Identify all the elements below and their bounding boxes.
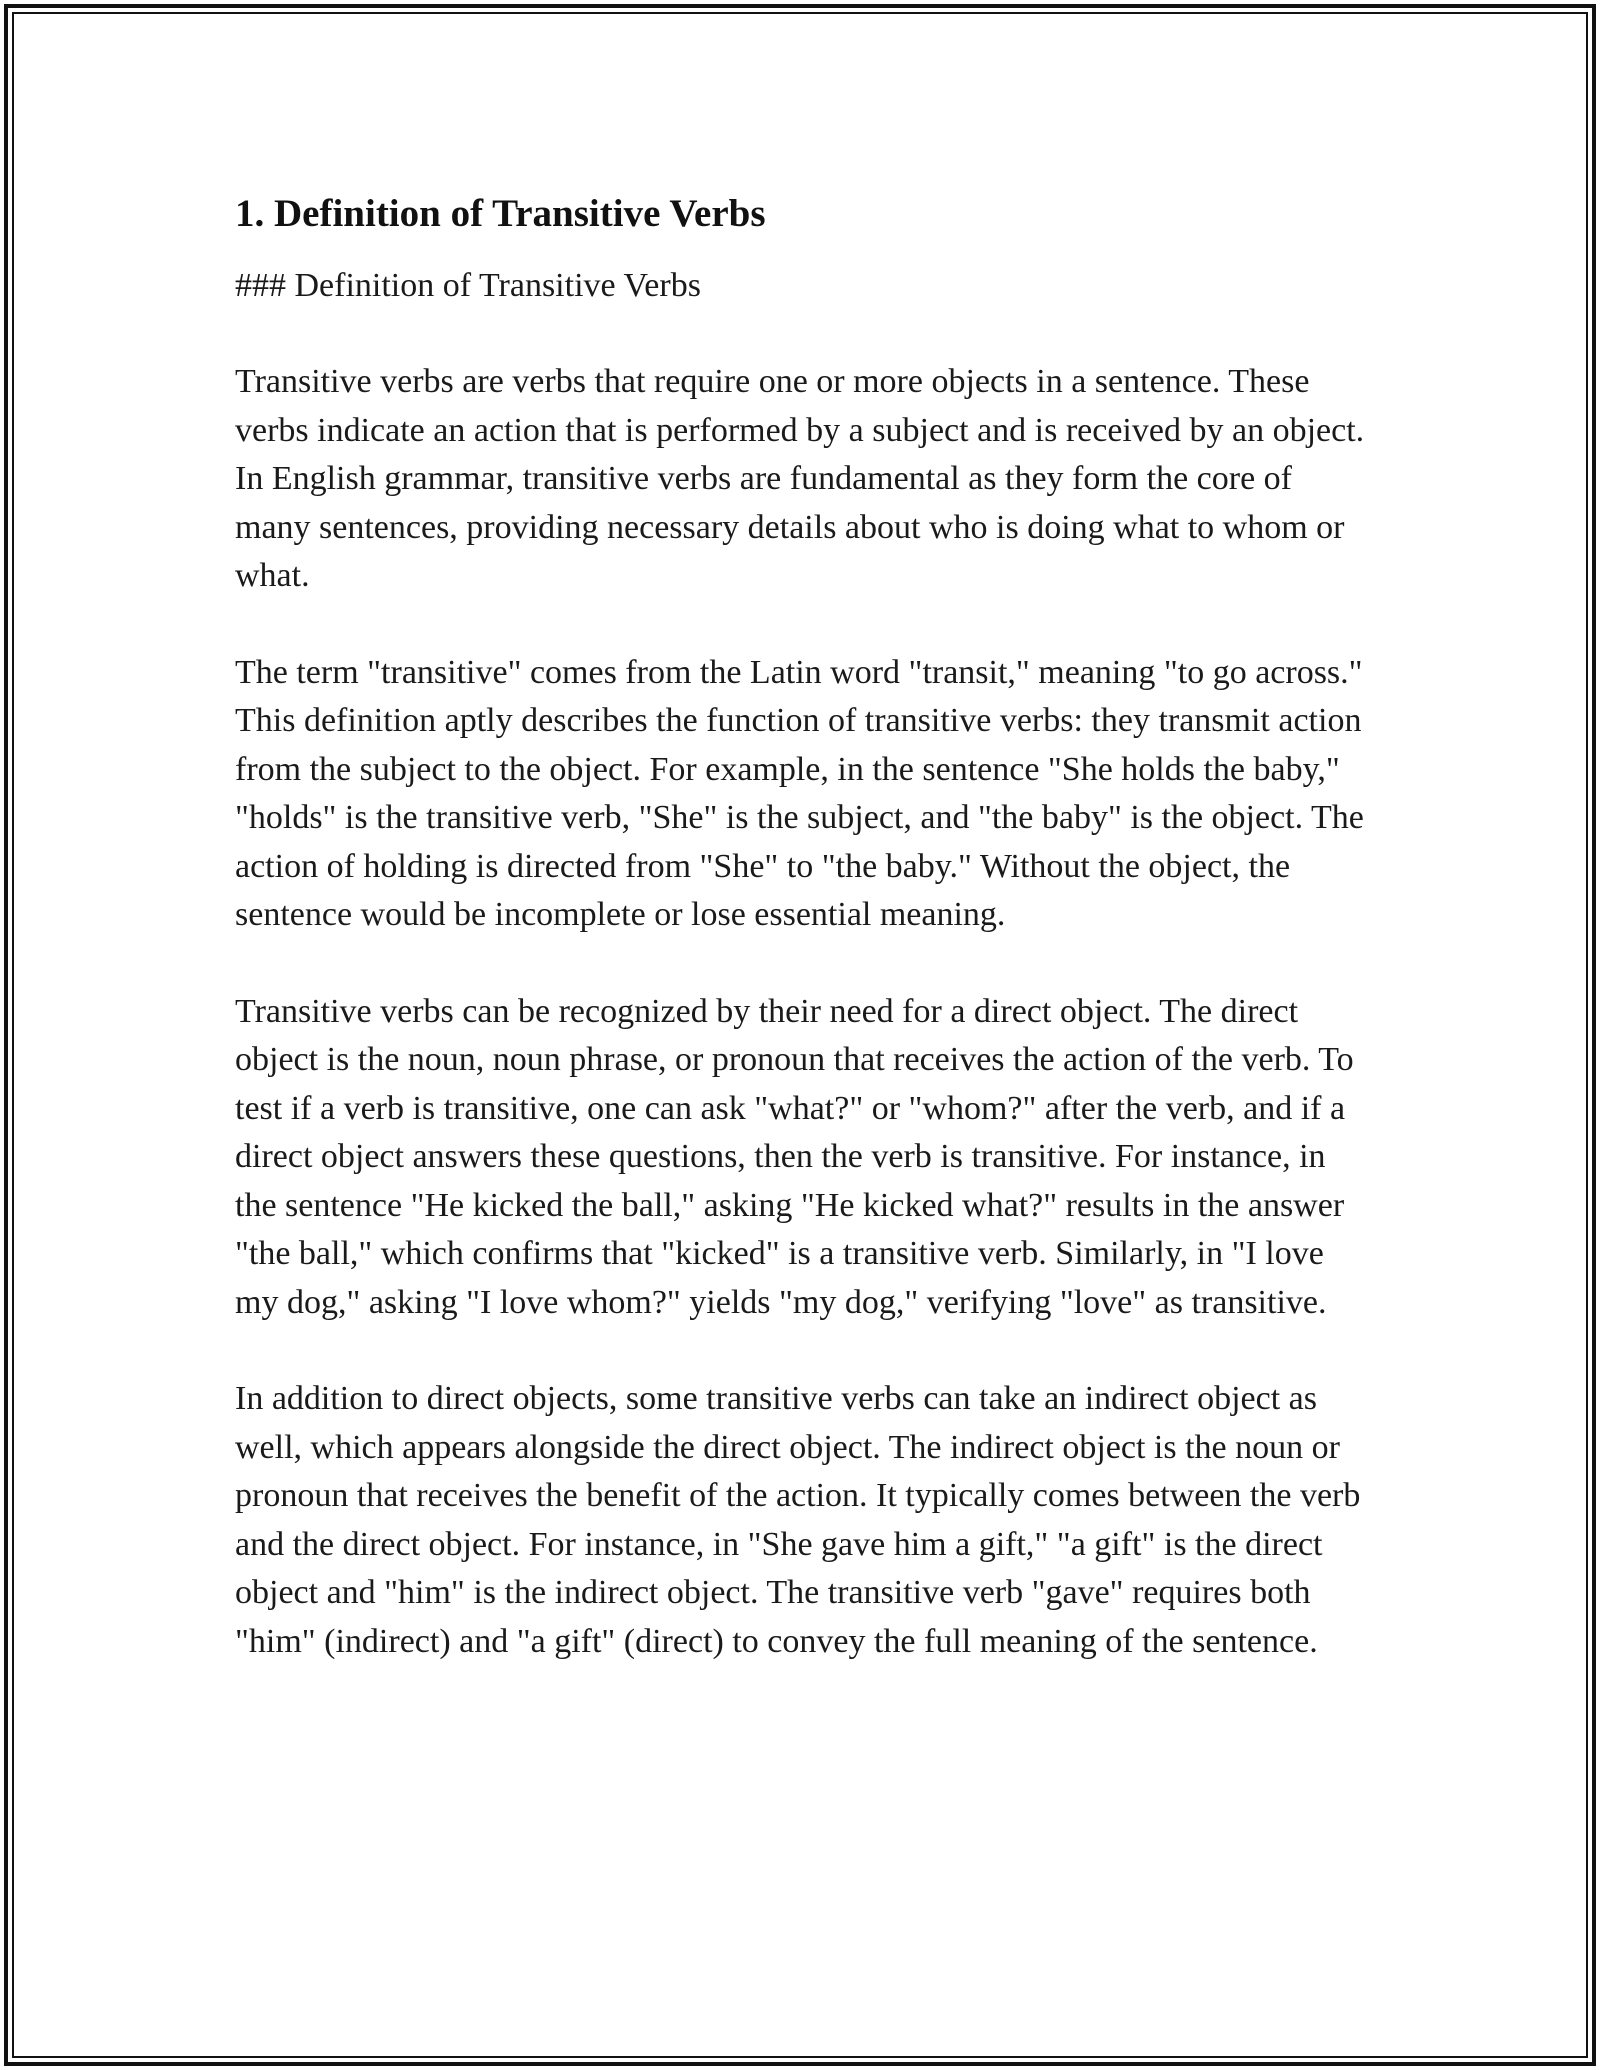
paragraph-3: Transitive verbs can be recognized by their need for a direct object. The direct object is the noun, noun phrase, or pronoun that receives the action of the verb. To test if a verb is transitive, one can ask "what?" or "whom?" after the verb, and if a direct object answers these questions, then the verb is transitive. For instance, in the sentence "He kicked the ball," asking "He kicked what?" results in the answer "the ball," which confirms that "kicked" is a transitive verb. Similarly, in "I love my dog," asking "I love whom?" yields "my dog," verifying "love" as transitive.	[235, 992, 1354, 1321]
document-body	[235, 184, 1375, 1714]
section-title: 1. Definition of Transitive Verbs	[235, 192, 766, 235]
paragraph-4: In addition to direct objects, some transitive verbs can take an indirect object as well, which appears alongside the direct object. The indirect object is the noun or pronoun that receives the benefit of the action. It typically comes between the verb and the direct object. For instance, in "She gave him a gift," "a gift" is the direct object and "him" is the indirect object. The transitive verb "gave" requires both "him" (indirect) and "a gift" (direct) to convey the full meaning of the sentence.	[235, 1380, 1361, 1660]
subheading: ### Definition of Transitive Verbs	[235, 267, 701, 304]
paragraph-1: Transitive verbs are verbs that require one or more objects in a sentence. These verbs indicate an action that is performed by a subject and is received by an object. In English grammar, transitive verbs are fundamental as they form the core of many sentences, providing necessary details about who is doing what to whom or what.	[235, 363, 1365, 594]
paragraph-2: The term "transitive" comes from the Latin word "transit," meaning "to go across." This definition aptly describes the function of transitive verbs: they transmit action from the subject to the object. For example, in the sentence "She holds the baby," "holds" is the transitive verb, "She" is the subject, and "the baby" is the object. The action of holding is directed from "She" to "the baby." Without the object, the sentence would be incomplete or lose essential meaning.	[235, 653, 1364, 933]
